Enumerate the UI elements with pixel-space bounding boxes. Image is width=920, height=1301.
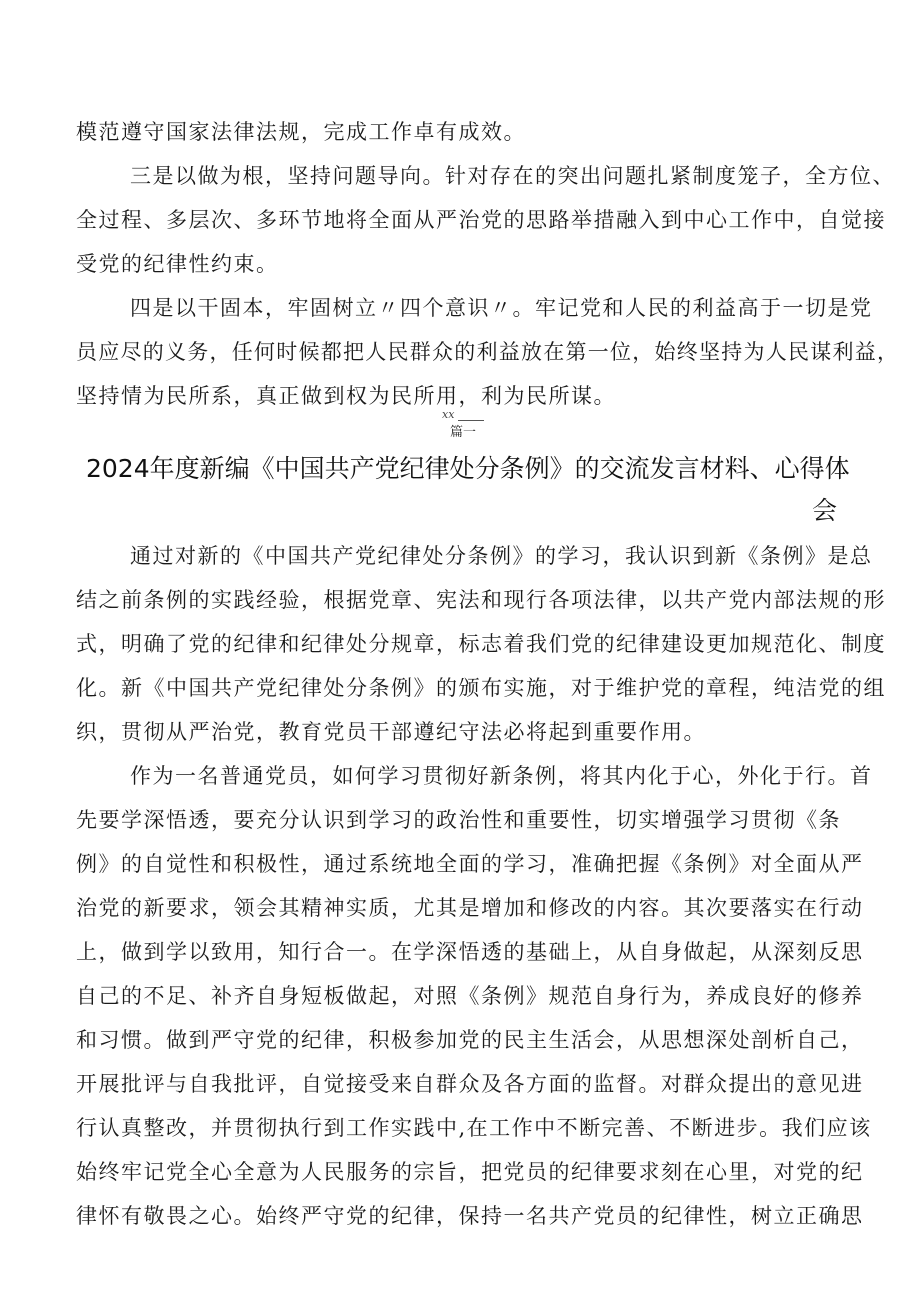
text-line: 和习惯。做到严守党的纪律，积极参加党的民主生活会，从思想深处剖析自己， bbox=[76, 1028, 864, 1052]
text-line: 员应尽的义务，任何时候都把人民群众的利益放在第一位，始终坚持为人民谋利益， bbox=[76, 340, 900, 364]
text-line: 模范遵守国家法律法规，完成工作卓有成效。 bbox=[76, 120, 526, 144]
text-line: 行认真整改，并贯彻执行到工作实践中,在工作中不断完善、不断进步。我们应该 bbox=[76, 1116, 872, 1140]
text-line: 作为一名普通党员，如何学习贯彻好新条例，将其内化于心，外化于行。首 bbox=[130, 764, 873, 788]
text-line: 上，做到学以致用，知行合一。在学深悟透的基础上，从自身做起，从深刻反思 bbox=[76, 940, 864, 964]
text-line: 织，贯彻从严治党，教育党员干部遵纪守法必将起到重要作用。 bbox=[76, 720, 706, 744]
text-line: 自己的不足、补齐自身短板做起，对照《条例》规范自身行为，养成良好的修养 bbox=[76, 984, 864, 1008]
document-title-continued: 会 bbox=[812, 496, 838, 525]
text-line: 先要学深悟透，要充分认识到学习的政治性和重要性，切实增强学习贯彻《条 bbox=[76, 808, 841, 832]
divider-mark: xx bbox=[442, 408, 455, 421]
text-line: 治党的新要求，领会其精神实质，尤其是增加和修改的内容。其次要落实在行动 bbox=[76, 896, 864, 920]
text-line: 化。新《中国共产党纪律处分条例》的颁布实施，对于维护党的章程，纯洁党的组 bbox=[76, 676, 886, 700]
text-line: 结之前条例的实践经验，根据党章、宪法和现行各项法律，以共产党内部法规的形 bbox=[76, 588, 886, 612]
text-line: 三是以做为根，坚持问题导向。针对存在的突出问题扎紧制度笼子，全方位、 bbox=[130, 164, 895, 188]
text-line: 受党的纪律性约束。 bbox=[76, 252, 279, 276]
divider-rule bbox=[458, 420, 484, 421]
text-line: 四是以干固本，牢固树立〃四个意识〃。牢记党和人民的利益高于一切是党 bbox=[130, 296, 873, 320]
text-line: 律怀有敬畏之心。始终严守党的纪律，保持一名共产党员的纪律性，树立正确思 bbox=[76, 1204, 864, 1228]
text-line: 开展批评与自我批评，自觉接受来自群众及各方面的监督。对群众提出的意见进 bbox=[76, 1072, 864, 1096]
document-title: 2024年度新编《中国共产党纪律处分条例》的交流发言材料、心得体 bbox=[86, 454, 850, 483]
text-line: 通过对新的《中国共产党纪律处分条例》的学习，我认识到新《条例》是总 bbox=[130, 544, 873, 568]
text-line: 始终牢记党全心全意为人民服务的宗旨，把党员的纪律要求刻在心里，对党的纪 bbox=[76, 1160, 864, 1184]
text-line: 式，明确了党的纪律和纪律处分规章，标志着我们党的纪律建设更加规范化、制度 bbox=[76, 632, 886, 656]
text-line: 例》的自觉性和积极性，通过系统地全面的学习，准确把握《条例》对全面从严 bbox=[76, 852, 864, 876]
section-label: 篇一 bbox=[450, 425, 477, 440]
text-line: 坚持情为民所系，真正做到权为民所用，利为民所谋。 bbox=[76, 384, 616, 408]
text-line: 全过程、多层次、多环节地将全面从严治党的思路举措融入到中心工作中，自觉接 bbox=[76, 208, 886, 232]
